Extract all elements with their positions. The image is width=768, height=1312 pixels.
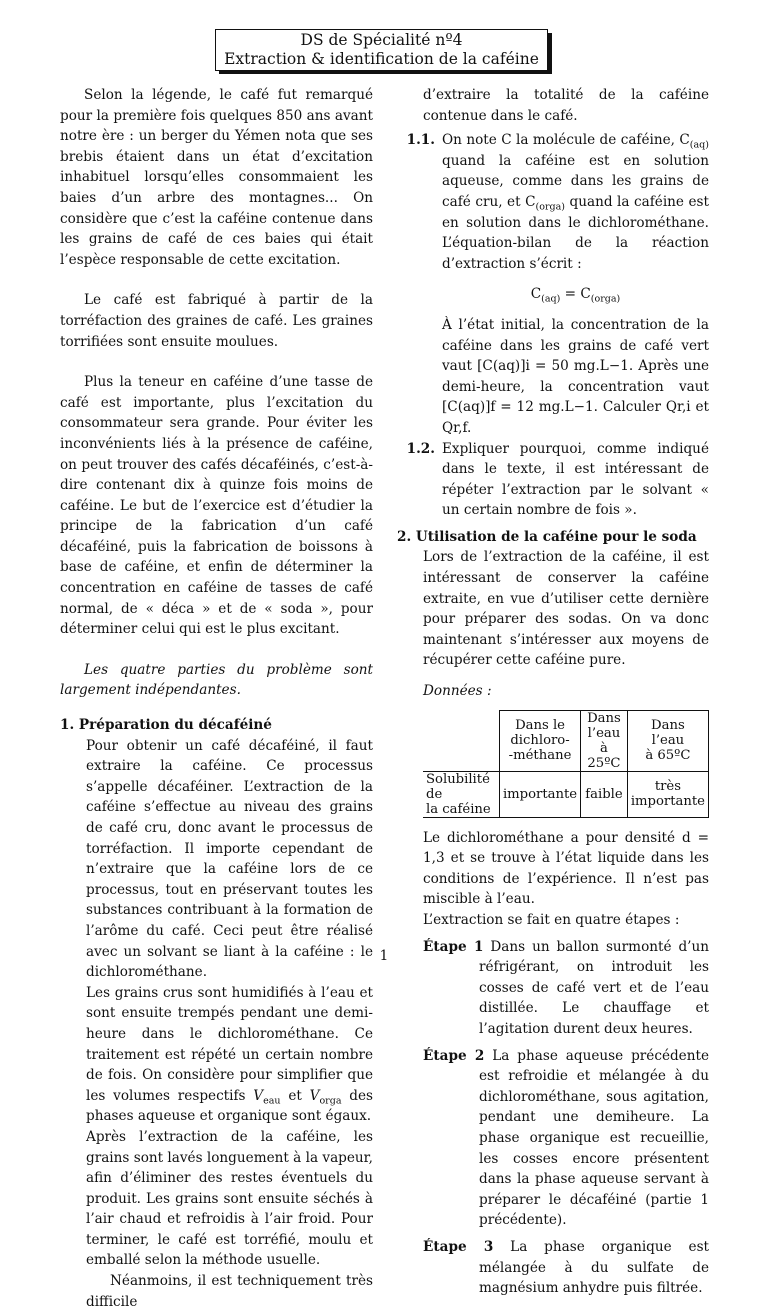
- question-1-2-text: Expliquer pourquoi, comme indiqué dans le texte, il est intéressant de répéter l’extraction par le solvant « un certain nombre de fois ».: [442, 440, 709, 519]
- step-1: Étape 1 Dans un ballon surmonté d’un réfrigérant, on introduit les cosses de café vert et de l’eau distillée. Le chauffage et l’agitation durent deux heures.: [423, 938, 710, 1037]
- step-2: Étape 2 La phase aqueuse précédente est refroidie et mélangée à du dichlorométhane, sous agitation, pendant une demiheure. La phase organique est recueillie, les cosses encore présentent dans la phase aqueuse servant à préparer le décaféiné (partie 1 précédente).: [423, 1047, 709, 1229]
- question-1-1-concentrations: À l’état initial, la concentration de la caféine dans les grains de café vert vaut [C(aq)]i = 50 mg.L−1. Après une demi-heure, la concentration vaut [C(aq)]f = 12 mg.L−1. Calculer Qr,i et Qr,f.: [442, 316, 709, 436]
- section-2-paragraph-c: L’extraction se fait en quatre étapes :: [423, 912, 680, 928]
- document-title: [215, 29, 548, 71]
- question-1-1-text: On note C la molécule de caféine, $C_{(aq)}$ quand la caféine est en solution aqueuse, comme dans les grains de café cru, et $C_{(orga)}$ quand la caféine est en solution dans le dichlorométhane. L’équation-bilan de la réaction d’extraction s’écrit :: [442, 132, 709, 272]
- section-1-paragraph-b: Les grains crus sont humidifiés à l’eau et sont ensuite trempés pendant une demi-heure dans le dichlorométhane. Ce traitement est répété un certain nombre de fois. On considère pour simplifier que les volumes respectifs $V_{eau}$ et $V_{orga}$ des phases aqueuse et organique sont égaux.: [86, 984, 374, 1125]
- right-column: [397, 85, 709, 1299]
- section-2-body: [423, 547, 709, 1298]
- title-box: [215, 29, 551, 73]
- intro-paragraph-1: Selon la légende, le café fut remarqué pour la première fois quelques 850 ans avant notre ère : un berger du Yémen nota que ses brebis étaient dans un état d’excitation inhabituel lorsqu’elles consommaient les baies d’un arbre des montagnes... On considère que c’est la caféine contenue dans les grains de café de ces baies qui était l’espèce responsable de cette excitation.: [60, 87, 373, 268]
- header-water-65: Dans l’eau à 65ºC: [627, 710, 708, 771]
- header-water-25: Dans l’eau à 25ºC: [581, 710, 628, 771]
- section-2-paragraph-a: Lors de l’extraction de la caféine, il est intéressant de conserver la caféine extraite, en vue d’utiliser cette dernière pour préparer des sodas. On va donc maintenant s’intéresser aux moyens de récupérer cette caféine pure.: [423, 549, 709, 669]
- page-number: 1: [379, 948, 389, 964]
- cell-water-25: faible: [581, 771, 628, 817]
- header-dichloromethane: Dans le dichloro- -méthane: [499, 710, 580, 771]
- section-1-title: 1. Préparation du décaféiné: [60, 717, 272, 734]
- intro-paragraph-3: Plus la teneur en caféine d’une tasse de café est importante, plus l’excitation du consommateur sera grande. Pour éviter les inconvénients liés à la présence de caféine, on peut trouver des cafés décaféinés, c’est-à-dire contenant dix à quinze fois moins de caféine. Le but de l’exercice est d’étudier la principe de la fabrication d’un café décaféiné, puis la fabrication de boissons à base de caféine, et enfin de déterminer la concentration en caféine de tasses de café normal, de « déca » et de « soda », pour déterminer celui qui est le plus excitant.: [60, 374, 373, 638]
- section-1-body: [86, 736, 373, 1312]
- title-line-1: DS de Spécialité nº4: [300, 31, 463, 49]
- data-heading: Données :: [423, 683, 492, 700]
- step-3: Étape 3 La phase organique est mélangée à du sulfate de magnésium anhydre puis filtrée.: [423, 1238, 710, 1297]
- intro-paragraph-2: Le café est fabriqué à partir de la torréfaction des graines de café. Les graines torrifiées sont ensuite moulues.: [60, 292, 373, 350]
- question-1-1: [397, 130, 709, 438]
- extraction-equation: $C_{(aq)} = C_{(orga)}$: [530, 286, 621, 306]
- title-line-2: Extraction & identification de la caféine: [224, 50, 539, 68]
- section-2-paragraph-b: Le dichlorométhane a pour densité d = 1,3 et se trouve à l’état liquide dans les conditions de l’expérience. Il n’est pas miscible à l’eau.: [423, 829, 709, 908]
- question-1-1-number: 1.1.: [406, 132, 435, 149]
- left-column: [60, 85, 373, 1312]
- section-1-paragraph-a: Pour obtenir un café décaféiné, il faut extraire la caféine. Ce processus s’appelle décaféiner. L’extraction de la caféine s’effectue au niveau des grains de café cru, donc avant le processus de torréfaction. Il importe cependant de n’extraire que la caféine lors de ce processus, tout en préservant toutes les substances contribuant à la formation de l’arôme du café. Ceci peut être réalisé avec un solvant se liant à la caféine : le dichlorométhane.: [86, 737, 373, 981]
- solubility-table: [423, 710, 709, 818]
- section-2-title: 2. Utilisation de la caféine pour le soda: [397, 528, 697, 545]
- question-1-2: [397, 439, 709, 521]
- cell-water-65: très importante: [627, 771, 708, 817]
- independence-note: Les quatre parties du problème sont largement indépendantes.: [60, 661, 373, 699]
- section-1-paragraph-d: Néanmoins, il est techniquement très difficile: [86, 1273, 373, 1310]
- row-label-solubility: Solubilité de la caféine: [423, 771, 499, 817]
- question-1-2-number: 1.2.: [406, 440, 435, 457]
- cell-dichloromethane: importante: [499, 771, 580, 817]
- section-1-paragraph-c: Après l’extraction de la caféine, les grains sont lavés longuement à la vapeur, afin d’éliminer des restes éventuels du produit. Les grains sont ensuite séchés à l’air chaud et refroidis à l’air froid. Pour terminer, le café est torréfié, moulu et emballé selon la méthode usuelle.: [86, 1128, 373, 1269]
- section-1-continuation: d’extraire la totalité de la caféine contenue dans le café.: [423, 87, 709, 124]
